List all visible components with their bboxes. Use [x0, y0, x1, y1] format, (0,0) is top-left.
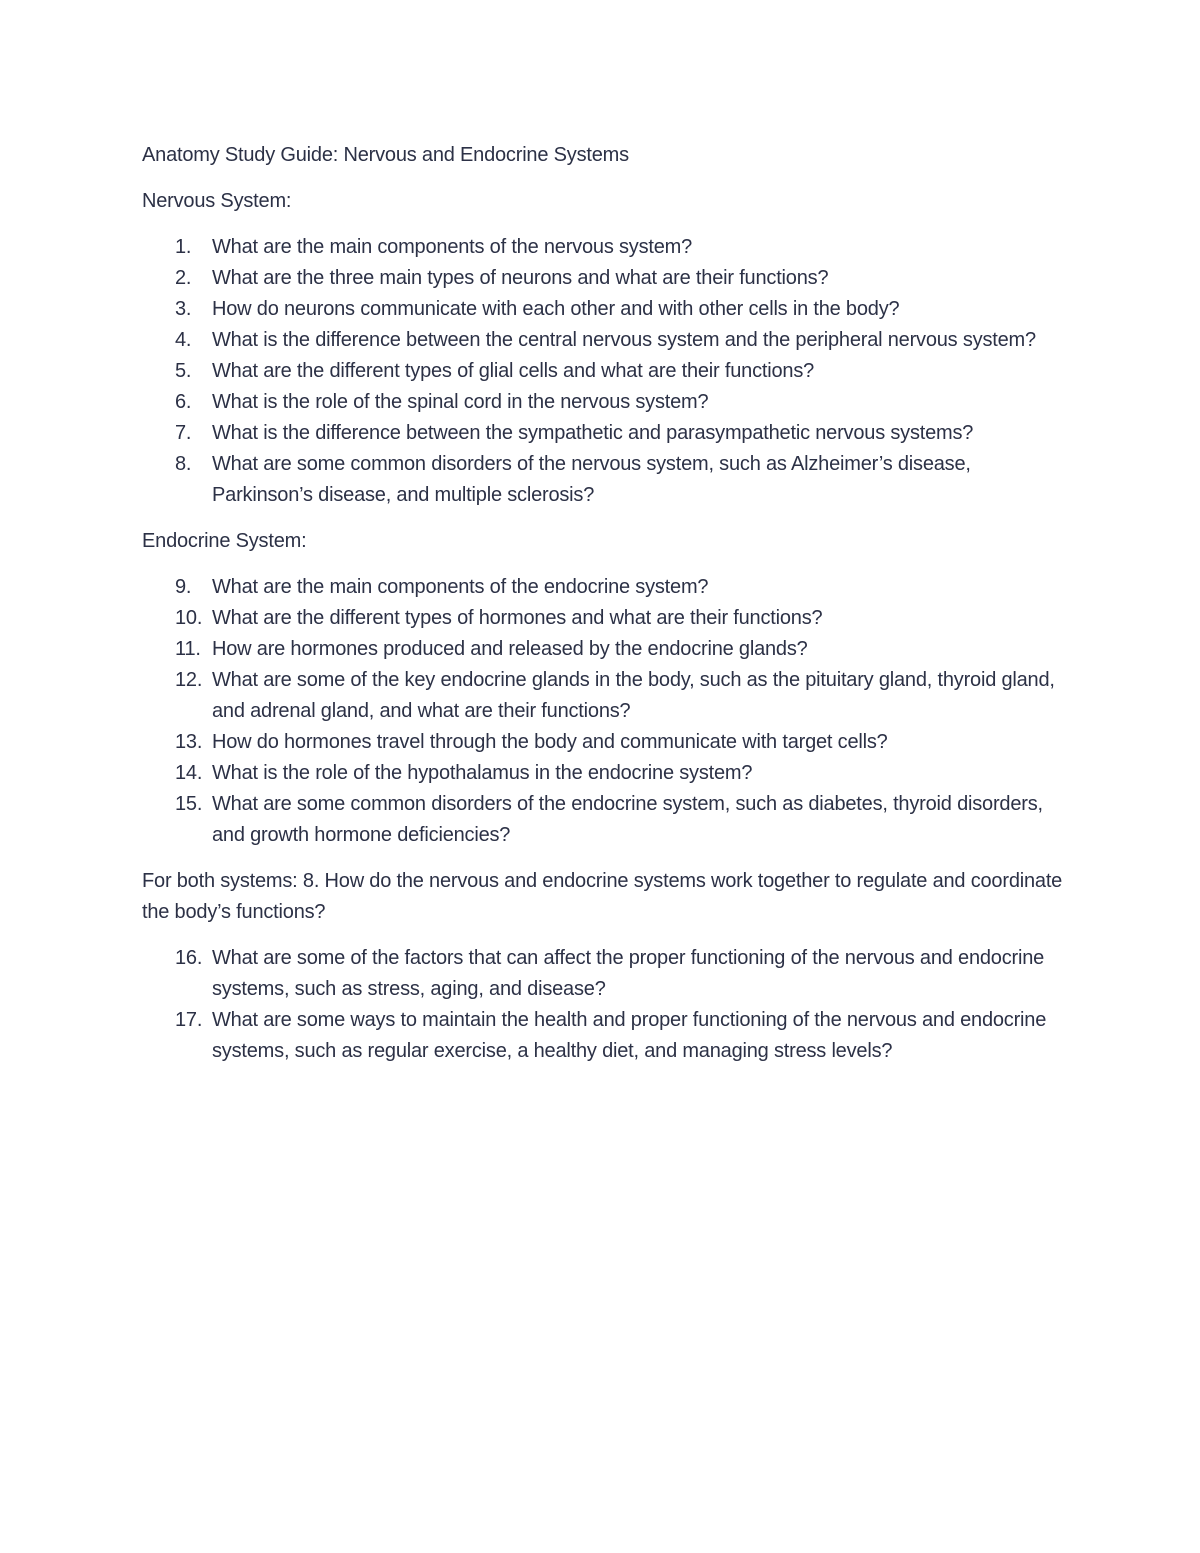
item-number: 8. — [175, 453, 192, 475]
item-number: 11. — [175, 638, 201, 660]
item-text: What are the main components of the nervous system? — [212, 236, 693, 258]
item-text: What is the role of the spinal cord in the nervous system? — [212, 391, 709, 413]
item-text: What are some of the key endocrine glands in the body, such as the pituitary gland, thyroid gland, and adrenal gland, and what are their functions? — [212, 669, 1055, 722]
item-text: What are some of the factors that can affect the proper functioning of the nervous and endocrine systems, such as stress, aging, and disease? — [212, 947, 1045, 1000]
item-text: How do neurons communicate with each other and with other cells in the body? — [212, 298, 900, 320]
item-number: 4. — [175, 329, 192, 351]
item-text: How do hormones travel through the body and communicate with target cells? — [212, 731, 888, 753]
item-number: 13. — [175, 731, 203, 753]
item-text: How are hormones produced and released by the endocrine glands? — [212, 638, 808, 660]
list-item — [142, 387, 1072, 418]
item-number: 5. — [175, 360, 192, 382]
list-item — [142, 232, 1072, 263]
item-text: What is the difference between the sympathetic and parasympathetic nervous systems? — [212, 422, 974, 444]
list-item — [142, 758, 1072, 789]
list-item — [142, 572, 1072, 603]
item-text: What are the main components of the endocrine system? — [212, 576, 709, 598]
list-item — [142, 603, 1072, 634]
list-item — [142, 263, 1072, 294]
item-text: What are some ways to maintain the health and proper functioning of the nervous and endocrine systems, such as regular exercise, a healthy diet, and managing stress levels? — [212, 1009, 1047, 1062]
list-item — [142, 418, 1072, 449]
item-number: 7. — [175, 422, 192, 444]
item-text: What are the different types of hormones and what are their functions? — [212, 607, 823, 629]
item-text: What are the three main types of neurons and what are their functions? — [212, 267, 829, 289]
nervous-question-list — [142, 232, 1072, 511]
item-number: 3. — [175, 298, 192, 320]
list-item — [142, 727, 1072, 758]
nervous-section-heading: Nervous System: — [142, 190, 292, 212]
item-number: 1. — [175, 236, 192, 258]
item-number: 2. — [175, 267, 192, 289]
item-number: 12. — [175, 669, 203, 691]
item-text: What are some common disorders of the endocrine system, such as diabetes, thyroid disorders, and growth hormone deficiencies? — [212, 793, 1043, 846]
item-number: 16. — [175, 947, 203, 969]
list-item — [142, 943, 1072, 1005]
list-item — [142, 789, 1072, 851]
list-item — [142, 294, 1072, 325]
list-item — [142, 356, 1072, 387]
endocrine-section-heading: Endocrine System: — [142, 530, 307, 552]
both-systems-question-list — [142, 943, 1072, 1067]
item-number: 10. — [175, 607, 203, 629]
item-number: 14. — [175, 762, 203, 784]
list-item — [142, 325, 1072, 356]
item-number: 15. — [175, 793, 203, 815]
list-item — [142, 1005, 1072, 1067]
item-text: What is the difference between the central nervous system and the peripheral nervous system? — [212, 329, 1036, 351]
document-body — [142, 140, 1072, 1082]
item-text: What is the role of the hypothalamus in the endocrine system? — [212, 762, 753, 784]
list-item — [142, 665, 1072, 727]
item-number: 9. — [175, 576, 192, 598]
endocrine-question-list — [142, 572, 1072, 851]
item-number: 17. — [175, 1009, 203, 1031]
item-text: What are some common disorders of the nervous system, such as Alzheimer’s disease, Parkinson’s disease, and multiple sclerosis? — [212, 453, 971, 506]
document-title: Anatomy Study Guide: Nervous and Endocrine Systems — [142, 144, 629, 166]
list-item — [142, 449, 1072, 511]
both-systems-paragraph: For both systems: 8. How do the nervous and endocrine systems work together to regulate and coordinate the body’s functions? — [142, 870, 1063, 923]
list-item — [142, 634, 1072, 665]
item-number: 6. — [175, 391, 192, 413]
item-text: What are the different types of glial cells and what are their functions? — [212, 360, 815, 382]
